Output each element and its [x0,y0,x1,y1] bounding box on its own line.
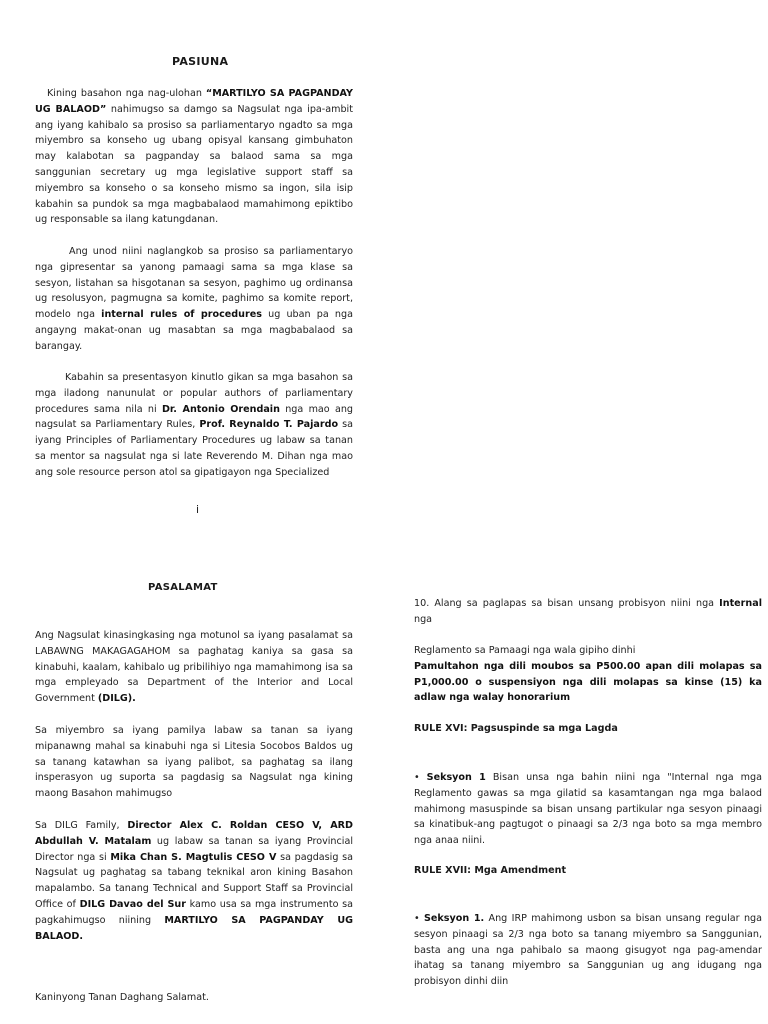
pasiuna-title: PASIUNA [172,55,229,68]
rule-17-section-1: • Seksyon 1. Ang IRP mahimong usbon sa bisan unsang regular nga sesyon pinaagi sa 2/3 nga boto sa tanang miyembro sa Sanggunian, basta ang una nga pahibalo sa maong gisugyot nga pag-amendar ihatag sa tanang miyembro sa Sanggunian ug ang idugang nga probisyon dinhi diin [414,913,762,988]
rule-17-title: RULE XVII: Mga Amendment [414,865,567,876]
rule-16-title: RULE XVI: Pagsuspinde sa mga Lagda [414,723,618,734]
page-number: i [196,503,200,516]
page-pasalamat [0,560,384,1024]
item-10: 10. Alang sa paglapas sa bisan unsang probisyon niini nga Internal nga [414,598,762,625]
pasiuna-paragraph-2: Ang unod niini naglangkob sa prosiso sa parliamentaryo nga gipresentar sa yanong pamaagi sama sa mga klase sa sesyon, listahan sa hisgotanan sa sesyon, paghimo ug ordinansa ug resolusyon, pagmugna sa komite, paghimo sa komite report, modelo nga internal rules of procedures ug uban pa nga angayng makat-onan ug masabtan sa mga magbabalaod sa barangay. [35,246,353,352]
pasiuna-paragraph-1: Kining basahon nga nag-ulohan “MARTILYO SA PAGPANDAY UG BALAOD” nahimugso sa damgo sa Nagsulat nga ipa-ambit ang iyang kahibalo sa prosiso sa parliamentaryo ngadto sa mga miyembro sa konseho ug ubang opisyal kansang gimbuhaton may kalabotan sa pagpanday sa balaod sama sa mga sanggunian secretary ug mga legislative support staff sa miyembro sa konseho o sa konseho mismo sa ingon, sila isip kabahin sa pundok sa mga magbabalaod mamahimong epiktibo ug responsable sa ilang katungdanan. [35,88,353,226]
pasalamat-closing: Kaninyong Tanan Daghang Salamat. [35,992,209,1003]
pasalamat-paragraph-2: Sa miyembro sa iyang pamilya labaw sa tanan sa iyang mipanawng mahal sa kinabuhi nga si Litesia Socobos Baldos ug sa tanang katawhan sa iyang palibot, sa paghatag sa ilang insperasyon ug suporta sa pagdasig sa Nagsulat nga kining maong Basahon mahimugso [35,725,353,800]
penalty-paragraph: Reglamento sa Pamaagi nga wala gipiho dinhi Pamultahon nga dili moubos sa P500.00 apan dili molapas sa P1,000.00 o suspensiyon nga dili molapas sa kinse (15) ka adlaw nga walay honorarium [414,645,762,704]
pasalamat-paragraph-1: Ang Nagsulat kinasingkasing nga motunol sa iyang pasalamat sa LABAWNG MAKAGAGAHOM sa paghatag kaniya sa gasa sa kinabuhi, kaalam, kahibalo ug pribilihiyo nga mamahimong isa sa mga empleyado sa Department of the Interior and Local Government (DILG). [35,630,353,705]
pasiuna-paragraph-3: Kabahin sa presentasyon kinutlo gikan sa mga basahon sa mga iladong nanunulat or popular authors of parliamentary procedures sama nila ni Dr. Antonio Orendain nga mao ang nagsulat sa Parliamentary Rules, Prof. Reynaldo T. Pajardo sa iyang Principles of Parliamentary Procedures ug labaw sa tanan sa mentor sa nagsulat nga si late Reverendo M. Dihan nga mao ang sole resource person atol sa gipatigayon nga Specialized [35,372,354,478]
pasalamat-paragraph-3: Sa DILG Family, Director Alex C. Roldan CESO V, ARD Abdullah V. Matalam ug labaw sa tanan sa iyang Provincial Director nga si Mika Chan S. Magtulis CESO V sa pagdasig sa Nagsulat ug paghatag sa tabang teknikal aron kining Basahon mapalambo. Sa tanang Technical and Support Staff sa Provincial Office of DILG Davao del Sur kamo usa sa mga instrumento sa pagkahimugso niining MARTILYO SA PAGPANDAY UG BALAOD. [35,820,353,942]
rule-16-section-1: • Seksyon 1 Bisan unsa nga bahin niini nga "Internal nga mga Reglamento gawas sa mga gilatid sa kasamtangan nga mga balaod mahimong masuspinde sa bisan unsang partikular nga sesyon pinaagi sa kinatibuk-ang pagtugot o pinaagi sa 2/3 nga boto sa mga membro nga anaa niini. [414,772,762,847]
page-rules [384,560,768,1024]
pasalamat-title: PASALAMAT [148,582,218,593]
